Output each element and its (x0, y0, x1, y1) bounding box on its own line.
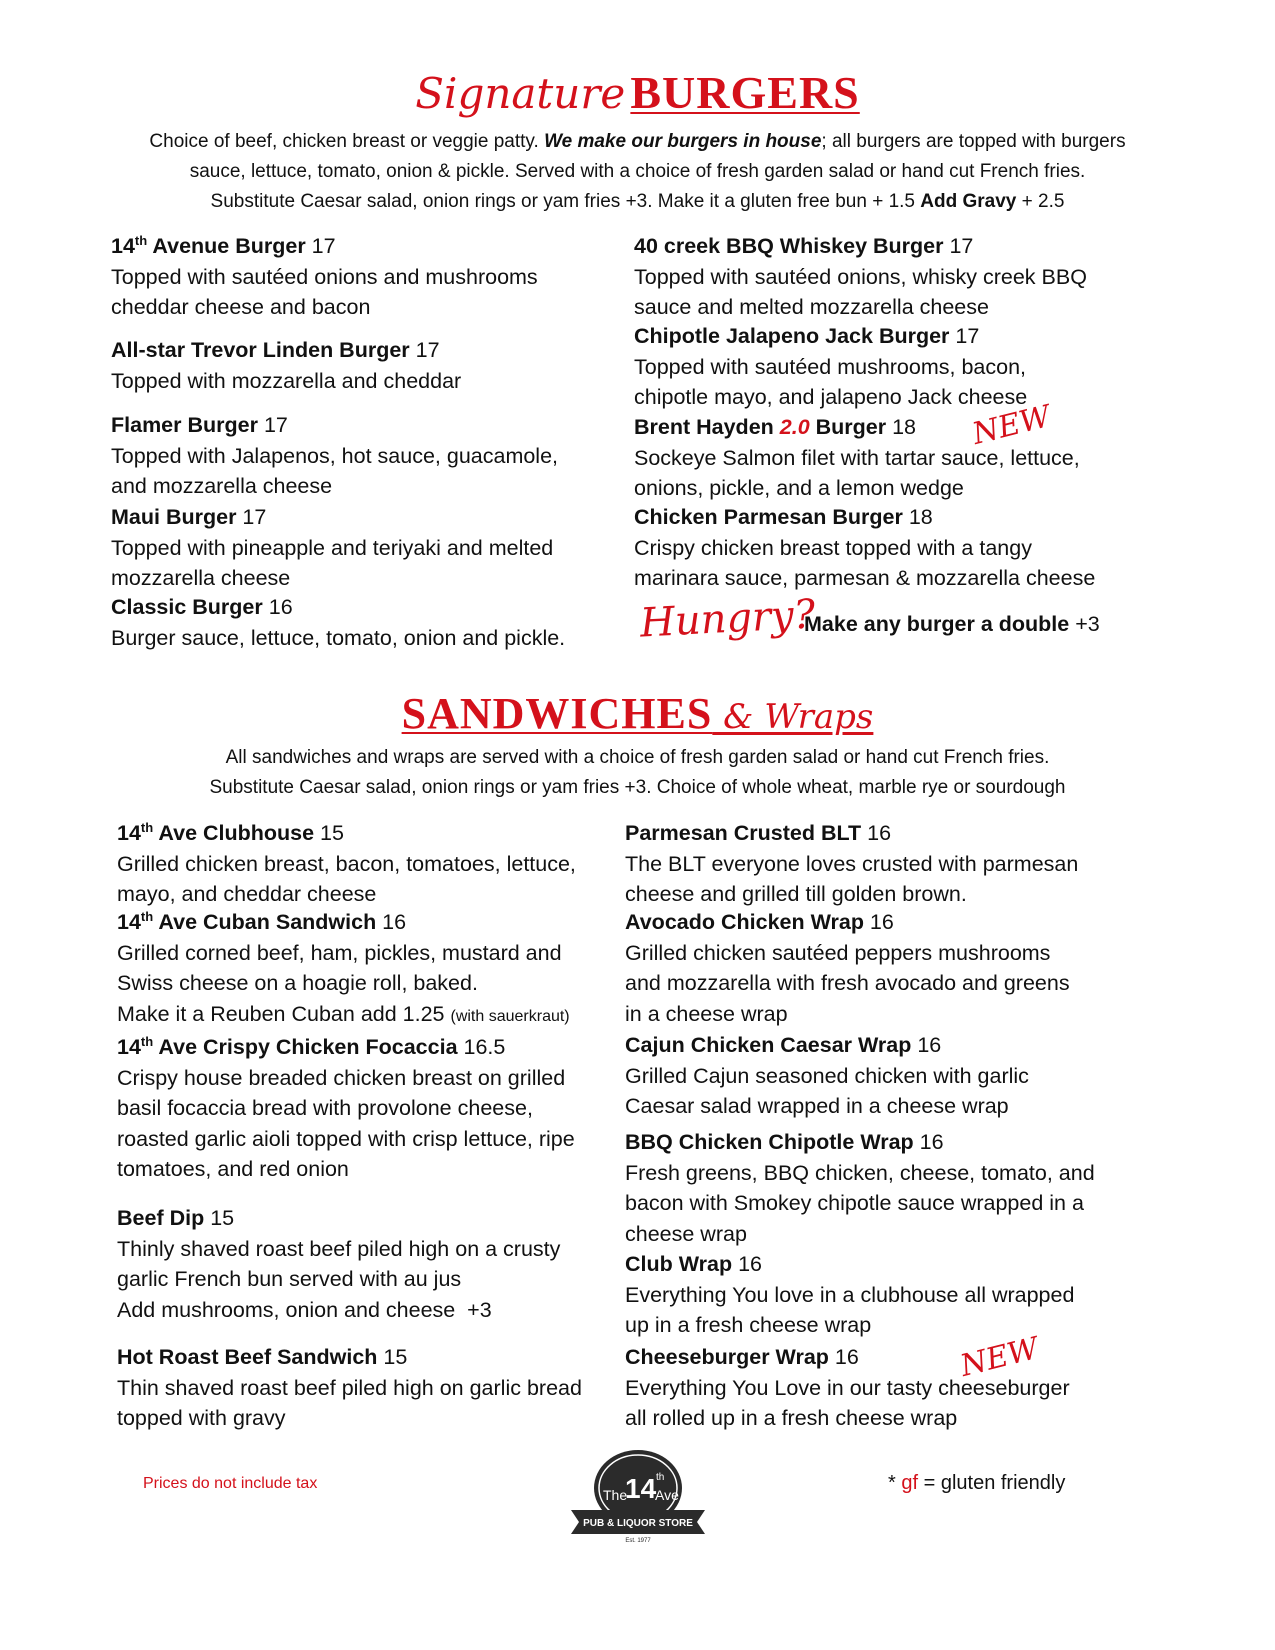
item-price: 17 (305, 234, 336, 258)
burgers-intro (60, 127, 1215, 217)
item-description: Fresh greens, BBQ chicken, cheese, tomato, and (625, 1160, 1095, 1185)
item-description: Caesar salad wrapped in a cheese wrap (625, 1094, 1009, 1118)
menu-item-classic-burger (111, 592, 565, 653)
burgers-section-title (0, 67, 1275, 118)
sandwiches-section-title (0, 689, 1275, 738)
menu-item-club-wrap (625, 1249, 1074, 1341)
menu-item-chicken-parmesan-burger (634, 502, 1095, 594)
item-description: Crispy chicken breast topped with a tangy (634, 535, 1032, 560)
sandwiches-title-script: & Wraps (712, 697, 874, 737)
item-name: Flamer Burger (111, 413, 258, 437)
item-name-suffix: th (134, 232, 148, 248)
item-price: 17 (257, 413, 288, 437)
item-description: all rolled up in a fresh cheese wrap (625, 1406, 958, 1430)
item-description: Grilled chicken sautéed peppers mushrooms (625, 940, 1051, 965)
logo-banner-text: PUB & LIQUOR STORE (583, 1518, 693, 1529)
item-description: marinara sauce, parmesan & mozzarella cheese (634, 566, 1096, 590)
item-description: sauce and melted mozzarella cheese (634, 295, 989, 319)
hungry-callout: Hungry? (638, 591, 817, 647)
item-description: mayo, and cheddar cheese (117, 882, 377, 906)
item-description: Topped with sautéed onions and mushrooms (111, 264, 538, 289)
menu-item-all-star-trevor-linden-burger (111, 335, 461, 396)
item-name-number: 14 (111, 234, 135, 258)
menu-item-40-creek-bbq-whiskey-burger (634, 231, 1087, 323)
item-description: Grilled chicken breast, bacon, tomatoes, lettuce, (117, 851, 576, 876)
item-description: tomatoes, and red onion (117, 1157, 349, 1181)
item-description: garlic French bun served with au jus (117, 1267, 462, 1291)
item-description: cheddar cheese and bacon (111, 295, 371, 319)
pub-logo-emblem (563, 1448, 713, 1548)
item-description: chipotle mayo, and jalapeno Jack cheese (634, 385, 1028, 409)
item-price: 15 (314, 821, 344, 845)
item-description (117, 999, 570, 1033)
sandwiches-title-caps: SANDWICHES (401, 689, 713, 738)
item-name: All-star Trevor Linden Burger (111, 338, 410, 362)
item-name (117, 1035, 458, 1059)
item-name (117, 910, 376, 934)
item-name: Hot Roast Beef Sandwich (117, 1345, 378, 1369)
menu-item-14th-ave-clubhouse (117, 818, 576, 910)
item-description: Topped with mozzarella and cheddar (111, 368, 462, 393)
menu-item-14th-ave-crispy-chicken-focaccia (117, 1032, 575, 1185)
item-name-number: 14 (117, 1035, 141, 1059)
item-description: basil focaccia bread with provolone cheese, (117, 1096, 533, 1120)
item-description: Thin shaved roast beef piled high on garlic bread (117, 1375, 582, 1400)
double-burger-text: Make any burger a double (804, 612, 1070, 636)
item-description: cheese wrap (625, 1221, 747, 1246)
item-price: 16 (861, 821, 892, 845)
logo-ave-text: Ave (655, 1487, 679, 1503)
burgers-intro-line-2: sauce, lettuce, tomato, onion & pickle. Served with a choice of fresh garden salad or hand cut French fries. (189, 161, 1086, 182)
item-description: Sockeye Salmon filet with tartar sauce, lettuce, (634, 445, 1080, 470)
sandwiches-intro (60, 743, 1215, 803)
item-price: 18 (886, 415, 917, 439)
item-description: Everything You Love in our tasty cheeseburger (625, 1375, 1070, 1400)
item-description: Topped with sautéed mushrooms, bacon, (634, 354, 1027, 379)
item-description: up in a fresh cheese wrap (625, 1313, 872, 1337)
menu-item-maui-burger (111, 502, 553, 594)
item-name: Beef Dip (117, 1206, 205, 1230)
gf-text: = gluten friendly (918, 1472, 1066, 1494)
menu-item-14th-ave-cuban-sandwich (117, 907, 570, 1032)
item-name: Cajun Chicken Caesar Wrap (625, 1033, 912, 1057)
item-price: 17 (409, 338, 440, 362)
item-price: 17 (236, 505, 267, 529)
burgers-title-caps: BURGERS (630, 67, 860, 118)
item-description: Swiss cheese on a hoagie roll, baked. (117, 971, 478, 995)
item-name-text: Avenue Burger (147, 234, 306, 258)
item-name: Chipotle Jalapeno Jack Burger (634, 324, 950, 348)
reuben-option-note: (with sauerkraut) (450, 1007, 570, 1025)
item-price: 16 (732, 1252, 762, 1276)
item-name-number: 14 (117, 821, 141, 845)
item-description: topped with gravy (117, 1406, 286, 1430)
item-name: Parmesan Crusted BLT (625, 821, 862, 845)
gluten-friendly-legend (888, 1472, 1065, 1495)
double-burger-price: +3 (1069, 612, 1100, 636)
item-name: 40 creek BBQ Whiskey Burger (634, 234, 944, 258)
menu-item-flamer-burger (111, 410, 558, 502)
item-description: Topped with sautéed onions, whisky creek BBQ (634, 264, 1087, 289)
sandwiches-intro-line-1: All sandwiches and wraps are served with a choice of fresh garden salad or hand cut French fries. (225, 747, 1050, 768)
menu-item-bbq-chicken-chipotle-wrap (625, 1127, 1095, 1249)
item-price: 17 (949, 324, 980, 348)
add-gravy-label: Add Gravy (920, 191, 1017, 212)
item-name-suffix: th (140, 1033, 154, 1049)
menu-item-beef-dip (117, 1203, 560, 1325)
menu-item-avocado-chicken-wrap (625, 907, 1070, 1029)
item-price: 16 (911, 1033, 942, 1057)
gf-asterisk: * (888, 1472, 902, 1494)
item-name (111, 234, 306, 258)
item-name (634, 415, 886, 439)
item-name-suffix: th (140, 819, 154, 835)
item-price: 16 (913, 1130, 944, 1154)
item-price: 15 (377, 1345, 408, 1369)
item-description: Everything You love in a clubhouse all wrapped (625, 1282, 1075, 1307)
item-price: 16 (376, 910, 407, 934)
item-description: in a cheese wrap (625, 1001, 788, 1026)
burgers-title-script: Signature (415, 69, 626, 118)
item-price: 16 (828, 1345, 859, 1369)
item-description: Topped with Jalapenos, hot sauce, guacamole, (111, 443, 559, 468)
burgers-intro-emphasis: We make our burgers in house (544, 131, 822, 152)
item-description: onions, pickle, and a lemon wedge (634, 476, 964, 500)
item-price: 16.5 (457, 1035, 506, 1059)
menu-item-cajun-chicken-caesar-wrap (625, 1030, 1029, 1122)
burgers-intro-text: Choice of beef, chicken breast or veggie patty. (149, 131, 545, 152)
item-name-text: Ave Cuban Sandwich (153, 910, 377, 934)
item-price: 16 (262, 595, 293, 619)
item-name-suffix: th (140, 908, 154, 924)
item-name-text: Burger (809, 415, 887, 439)
item-name: Maui Burger (111, 505, 237, 529)
item-description: cheese and grilled till golden brown. (625, 882, 967, 906)
item-description: Add mushrooms, onion and cheese +3 (117, 1297, 492, 1322)
new-badge: NEW (956, 1330, 1043, 1385)
item-price: 17 (943, 234, 974, 258)
item-name: Club Wrap (625, 1252, 733, 1276)
item-description: bacon with Smokey chipotle sauce wrapped in a (625, 1191, 1084, 1215)
item-description: Grilled corned beef, ham, pickles, mustard and (117, 940, 562, 965)
logo-number: 14 (625, 1473, 657, 1504)
item-name-version: 2.0 (779, 415, 810, 439)
item-description: Crispy house breaded chicken breast on grilled (117, 1065, 566, 1090)
logo-the-text: The (603, 1487, 628, 1503)
item-description: Burger sauce, lettuce, tomato, onion and pickle. (111, 625, 566, 650)
item-name-text: Brent Hayden (634, 415, 780, 439)
item-description: roasted garlic aioli topped with crisp lettuce, ripe (117, 1126, 575, 1151)
gf-code: gf (901, 1472, 919, 1494)
item-name: Classic Burger (111, 595, 263, 619)
tax-note: Prices do not include tax (143, 1475, 318, 1492)
item-name-text: Ave Clubhouse (153, 821, 315, 845)
menu-item-parmesan-crusted-blt (625, 818, 1078, 910)
item-name: Cheeseburger Wrap (625, 1345, 829, 1369)
item-description: Grilled Cajun seasoned chicken with garlic (625, 1063, 1029, 1088)
logo-number-suffix: th (656, 1472, 665, 1483)
new-badge: NEW (968, 398, 1055, 453)
double-burger-note (804, 609, 1100, 640)
burgers-intro-text: Substitute Caesar salad, onion rings or yam fries +3. Make it a gluten free bun + 1.5 (210, 191, 921, 212)
sandwiches-intro-line-2: Substitute Caesar salad, onion rings or yam fries +3. Choice of whole wheat, marble rye or sourdough (209, 777, 1066, 798)
pub-logo (563, 1448, 713, 1548)
reuben-option-text: Make it a Reuben Cuban add 1.25 (117, 1001, 451, 1026)
item-description: mozzarella cheese (111, 566, 291, 590)
item-description: Topped with pineapple and teriyaki and melted (111, 535, 554, 560)
item-name: BBQ Chicken Chipotle Wrap (625, 1130, 914, 1154)
item-description: Thinly shaved roast beef piled high on a crusty (117, 1236, 561, 1261)
item-name (117, 821, 314, 845)
menu-item-14th-avenue-burger (111, 231, 538, 323)
burgers-intro-text: ; all burgers are topped with burgers (821, 131, 1126, 152)
item-description: The BLT everyone loves crusted with parmesan (625, 851, 1079, 876)
item-name: Chicken Parmesan Burger (634, 505, 903, 529)
item-name: Avocado Chicken Wrap (625, 910, 864, 934)
item-description: and mozzarella with fresh avocado and greens (625, 971, 1070, 995)
item-name-text: Ave Crispy Chicken Focaccia (153, 1035, 458, 1059)
item-description: and mozzarella cheese (111, 474, 333, 498)
item-name-number: 14 (117, 910, 141, 934)
item-price: 18 (902, 505, 933, 529)
logo-est-text: Est. 1977 (625, 1538, 651, 1544)
add-gravy-price: + 2.5 (1016, 191, 1065, 212)
menu-item-hot-roast-beef-sandwich (117, 1342, 582, 1434)
item-price: 16 (863, 910, 894, 934)
menu-item-chipotle-jalapeno-jack-burger (634, 321, 1027, 413)
item-price: 15 (204, 1206, 235, 1230)
